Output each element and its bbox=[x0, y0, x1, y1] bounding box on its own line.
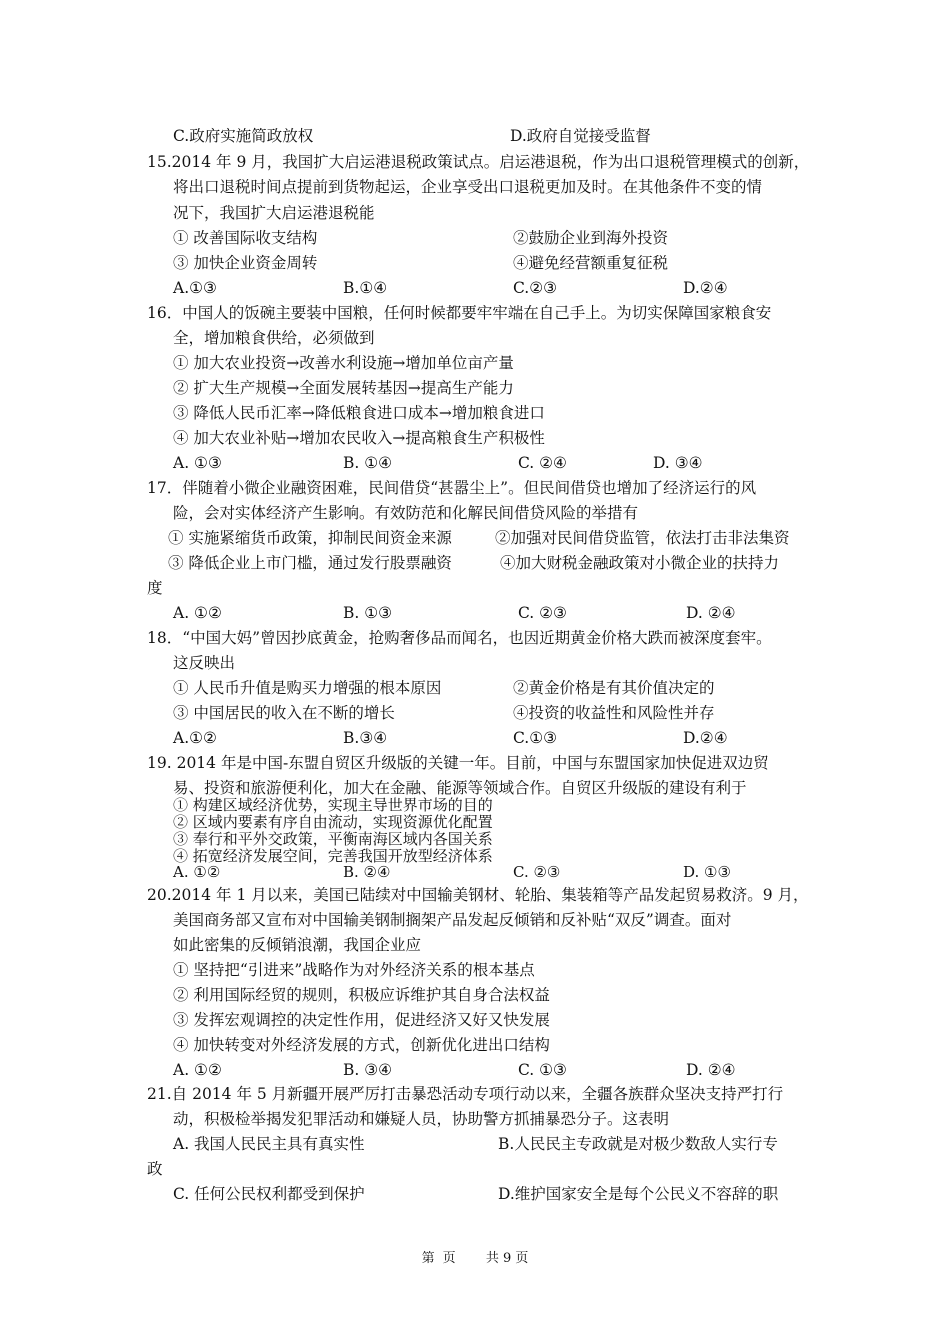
q14-option-d: D.政府自觉接受监督 bbox=[510, 127, 651, 145]
q20-stem-3: 如此密集的反倾销浪潮，我国企业应 bbox=[173, 936, 422, 954]
q18-stem-2: 这反映出 bbox=[173, 654, 236, 672]
q17-stem-1: 17．伴随着小微企业融资困难，民间借贷“甚嚣尘上”。但民间借贷也增加了经济运行的风 bbox=[147, 479, 757, 497]
q19-statement-4: ④ 拓宽经济发展空间，完善我国开放型经济体系 bbox=[173, 847, 493, 865]
q18-statement-4: ④投资的收益性和风险性并存 bbox=[513, 704, 715, 722]
q16-stem-1: 16．中国人的饭碗主要装中国粮，任何时候都要牢牢端在自己手上。为切实保障国家粮食安 bbox=[147, 304, 772, 322]
q20-statement-4: ④ 加快转变对外经济发展的方式，创新优化进出口结构 bbox=[173, 1036, 550, 1054]
q18-answer-b: B.③④ bbox=[343, 729, 388, 747]
q16-statement-1: ① 加大农业投资→改善水利设施→增加单位亩产量 bbox=[173, 354, 514, 372]
q19-stem-1: 19. 2014 年是中国-东盟自贸区升级版的关键一年。目前，中国与东盟国家加快促进双边贸 bbox=[147, 754, 769, 772]
q19-statement-1: ① 构建区域经济优势，实现主导世界市场的目的 bbox=[173, 796, 493, 814]
q16-answer-a: A. ①③ bbox=[173, 454, 222, 472]
q21-answer-c: C. 任何公民权利都受到保护 bbox=[173, 1185, 365, 1203]
q18-statement-3: ③ 中国居民的收入在不断的增长 bbox=[173, 704, 395, 722]
q20-stem-1: 20.2014 年 1 月以来，美国已陆续对中国输美钢材、轮胎、集装箱等产品发起贸易救济。9 月， bbox=[147, 886, 809, 904]
q15-answer-c: C.②③ bbox=[513, 279, 558, 297]
q21-answer-d: D.维护国家安全是每个公民义不容辞的职 bbox=[498, 1185, 779, 1203]
q19-answer-d: D. ①③ bbox=[683, 863, 731, 881]
q17-statement-2: ②加强对民间借贷监管，依法打击非法集资 bbox=[495, 529, 790, 547]
q20-statement-3: ③ 发挥宏观调控的决定性作用，促进经济又好又快发展 bbox=[173, 1011, 550, 1029]
q16-statement-2: ② 扩大生产规模→全面发展转基因→提高生产能力 bbox=[173, 379, 514, 397]
q21-answer-a: A. 我国人民民主具有真实性 bbox=[173, 1135, 365, 1153]
q21-stem-2: 动，积极检举揭发犯罪活动和嫌疑人员，协助警方抓捕暴恐分子。这表明 bbox=[173, 1110, 670, 1128]
q14-option-c: C.政府实施简政放权 bbox=[173, 127, 314, 145]
q17-statement-1: ① 实施紧缩货币政策，抑制民间资金来源 bbox=[168, 529, 452, 547]
footer-page-suffix: 页 bbox=[442, 1251, 456, 1266]
q15-statement-3: ③ 加快企业资金周转 bbox=[173, 254, 318, 272]
q18-statement-1: ① 人民币升值是购买力增强的根本原因 bbox=[173, 679, 442, 697]
q20-stem-2: 美国商务部又宣布对中国输美钢制搁架产品发起反倾销和反补贴“双反”调查。面对 bbox=[173, 911, 732, 929]
q16-answer-b: B. ①④ bbox=[343, 454, 393, 472]
q17-stem-2: 险，会对实体经济产生影响。有效防范和化解民间借贷风险的举措有 bbox=[173, 504, 639, 522]
q19-statement-2: ② 区域内要素有序自由流动，实现资源优化配置 bbox=[173, 813, 493, 831]
q15-answer-a: A.①③ bbox=[173, 279, 217, 297]
q20-answer-d: D. ②④ bbox=[686, 1061, 736, 1079]
q18-stem-1: 18．“中国大妈”曾因抄底黄金，抢购奢侈品而闻名，也因近期黄金价格大跌而被深度套牢。 bbox=[147, 629, 772, 647]
q18-answer-d: D.②④ bbox=[683, 729, 728, 747]
q21-answer-b-wrap: 政 bbox=[147, 1160, 163, 1178]
q16-answer-c: C. ②④ bbox=[518, 454, 567, 472]
q15-answer-b: B.①④ bbox=[343, 279, 388, 297]
q20-answer-b: B. ③④ bbox=[343, 1061, 393, 1079]
q20-answer-a: A. ①② bbox=[173, 1061, 222, 1079]
q17-answer-b: B. ①③ bbox=[343, 604, 393, 622]
q19-stem-2: 易、投资和旅游便利化，加大在金融、能源等领域合作。自贸区升级版的建设有利于 bbox=[173, 779, 747, 797]
q17-statement-4: ④加大财税金融政策对小微企业的扶持力 bbox=[500, 554, 780, 572]
q19-answer-b: B. ②④ bbox=[343, 863, 391, 881]
footer-page-label: 第 bbox=[421, 1251, 435, 1266]
page-footer bbox=[0, 1247, 950, 1266]
q17-answer-a: A. ①② bbox=[173, 604, 222, 622]
q15-statement-1: ① 改善国际收支结构 bbox=[173, 229, 318, 247]
q15-answer-d: D.②④ bbox=[683, 279, 728, 297]
q17-answer-c: C. ②③ bbox=[518, 604, 567, 622]
q15-statement-2: ②鼓励企业到海外投资 bbox=[513, 229, 669, 247]
q21-answer-b: B.人民民主专政就是对极少数敌人实行专 bbox=[498, 1135, 778, 1153]
q20-answer-c: C. ①③ bbox=[518, 1061, 567, 1079]
q15-statement-4: ④避免经营额重复征税 bbox=[513, 254, 669, 272]
q17-statement-4-wrap: 度 bbox=[147, 579, 163, 597]
q18-answer-a: A.①② bbox=[173, 729, 217, 747]
footer-total-pages: 共 9 页 bbox=[485, 1251, 529, 1266]
q20-statement-2: ② 利用国际经贸的规则，积极应诉维护其自身合法权益 bbox=[173, 986, 550, 1004]
q16-answer-d: D. ③④ bbox=[653, 454, 703, 472]
q15-stem-1: 15.2014 年 9 月，我国扩大启运港退税政策试点。启运港退税，作为出口退税管理模式的创新， bbox=[147, 153, 810, 171]
q15-stem-2: 将出口退税时间点提前到货物起运，企业享受出口退税更加及时。在其他条件不变的情 bbox=[173, 178, 763, 196]
q19-statement-3: ③ 奉行和平外交政策，平衡南海区域内各国关系 bbox=[173, 830, 493, 848]
q19-answer-a: A. ①② bbox=[173, 863, 221, 881]
q15-stem-3: 况下，我国扩大启运港退税能 bbox=[173, 204, 375, 222]
q16-stem-2: 全，增加粮食供给，必须做到 bbox=[173, 329, 375, 347]
q16-statement-3: ③ 降低人民币汇率→降低粮食进口成本→增加粮食进口 bbox=[173, 404, 545, 422]
q19-answer-c: C. ②③ bbox=[513, 863, 561, 881]
q17-statement-3: ③ 降低企业上市门槛，通过发行股票融资 bbox=[168, 554, 452, 572]
q18-statement-2: ②黄金价格是有其价值决定的 bbox=[513, 679, 715, 697]
q18-answer-c: C.①③ bbox=[513, 729, 558, 747]
q21-stem-1: 21.自 2014 年 5 月新疆开展严厉打击暴恐活动专项行动以来，全疆各族群众坚决支持严打行 bbox=[147, 1085, 784, 1103]
q20-statement-1: ① 坚持把“引进来”战略作为对外经济关系的根本基点 bbox=[173, 961, 535, 979]
q16-statement-4: ④ 加大农业补贴→增加农民收入→提高粮食生产积极性 bbox=[173, 429, 545, 447]
q17-answer-d: D. ②④ bbox=[686, 604, 736, 622]
